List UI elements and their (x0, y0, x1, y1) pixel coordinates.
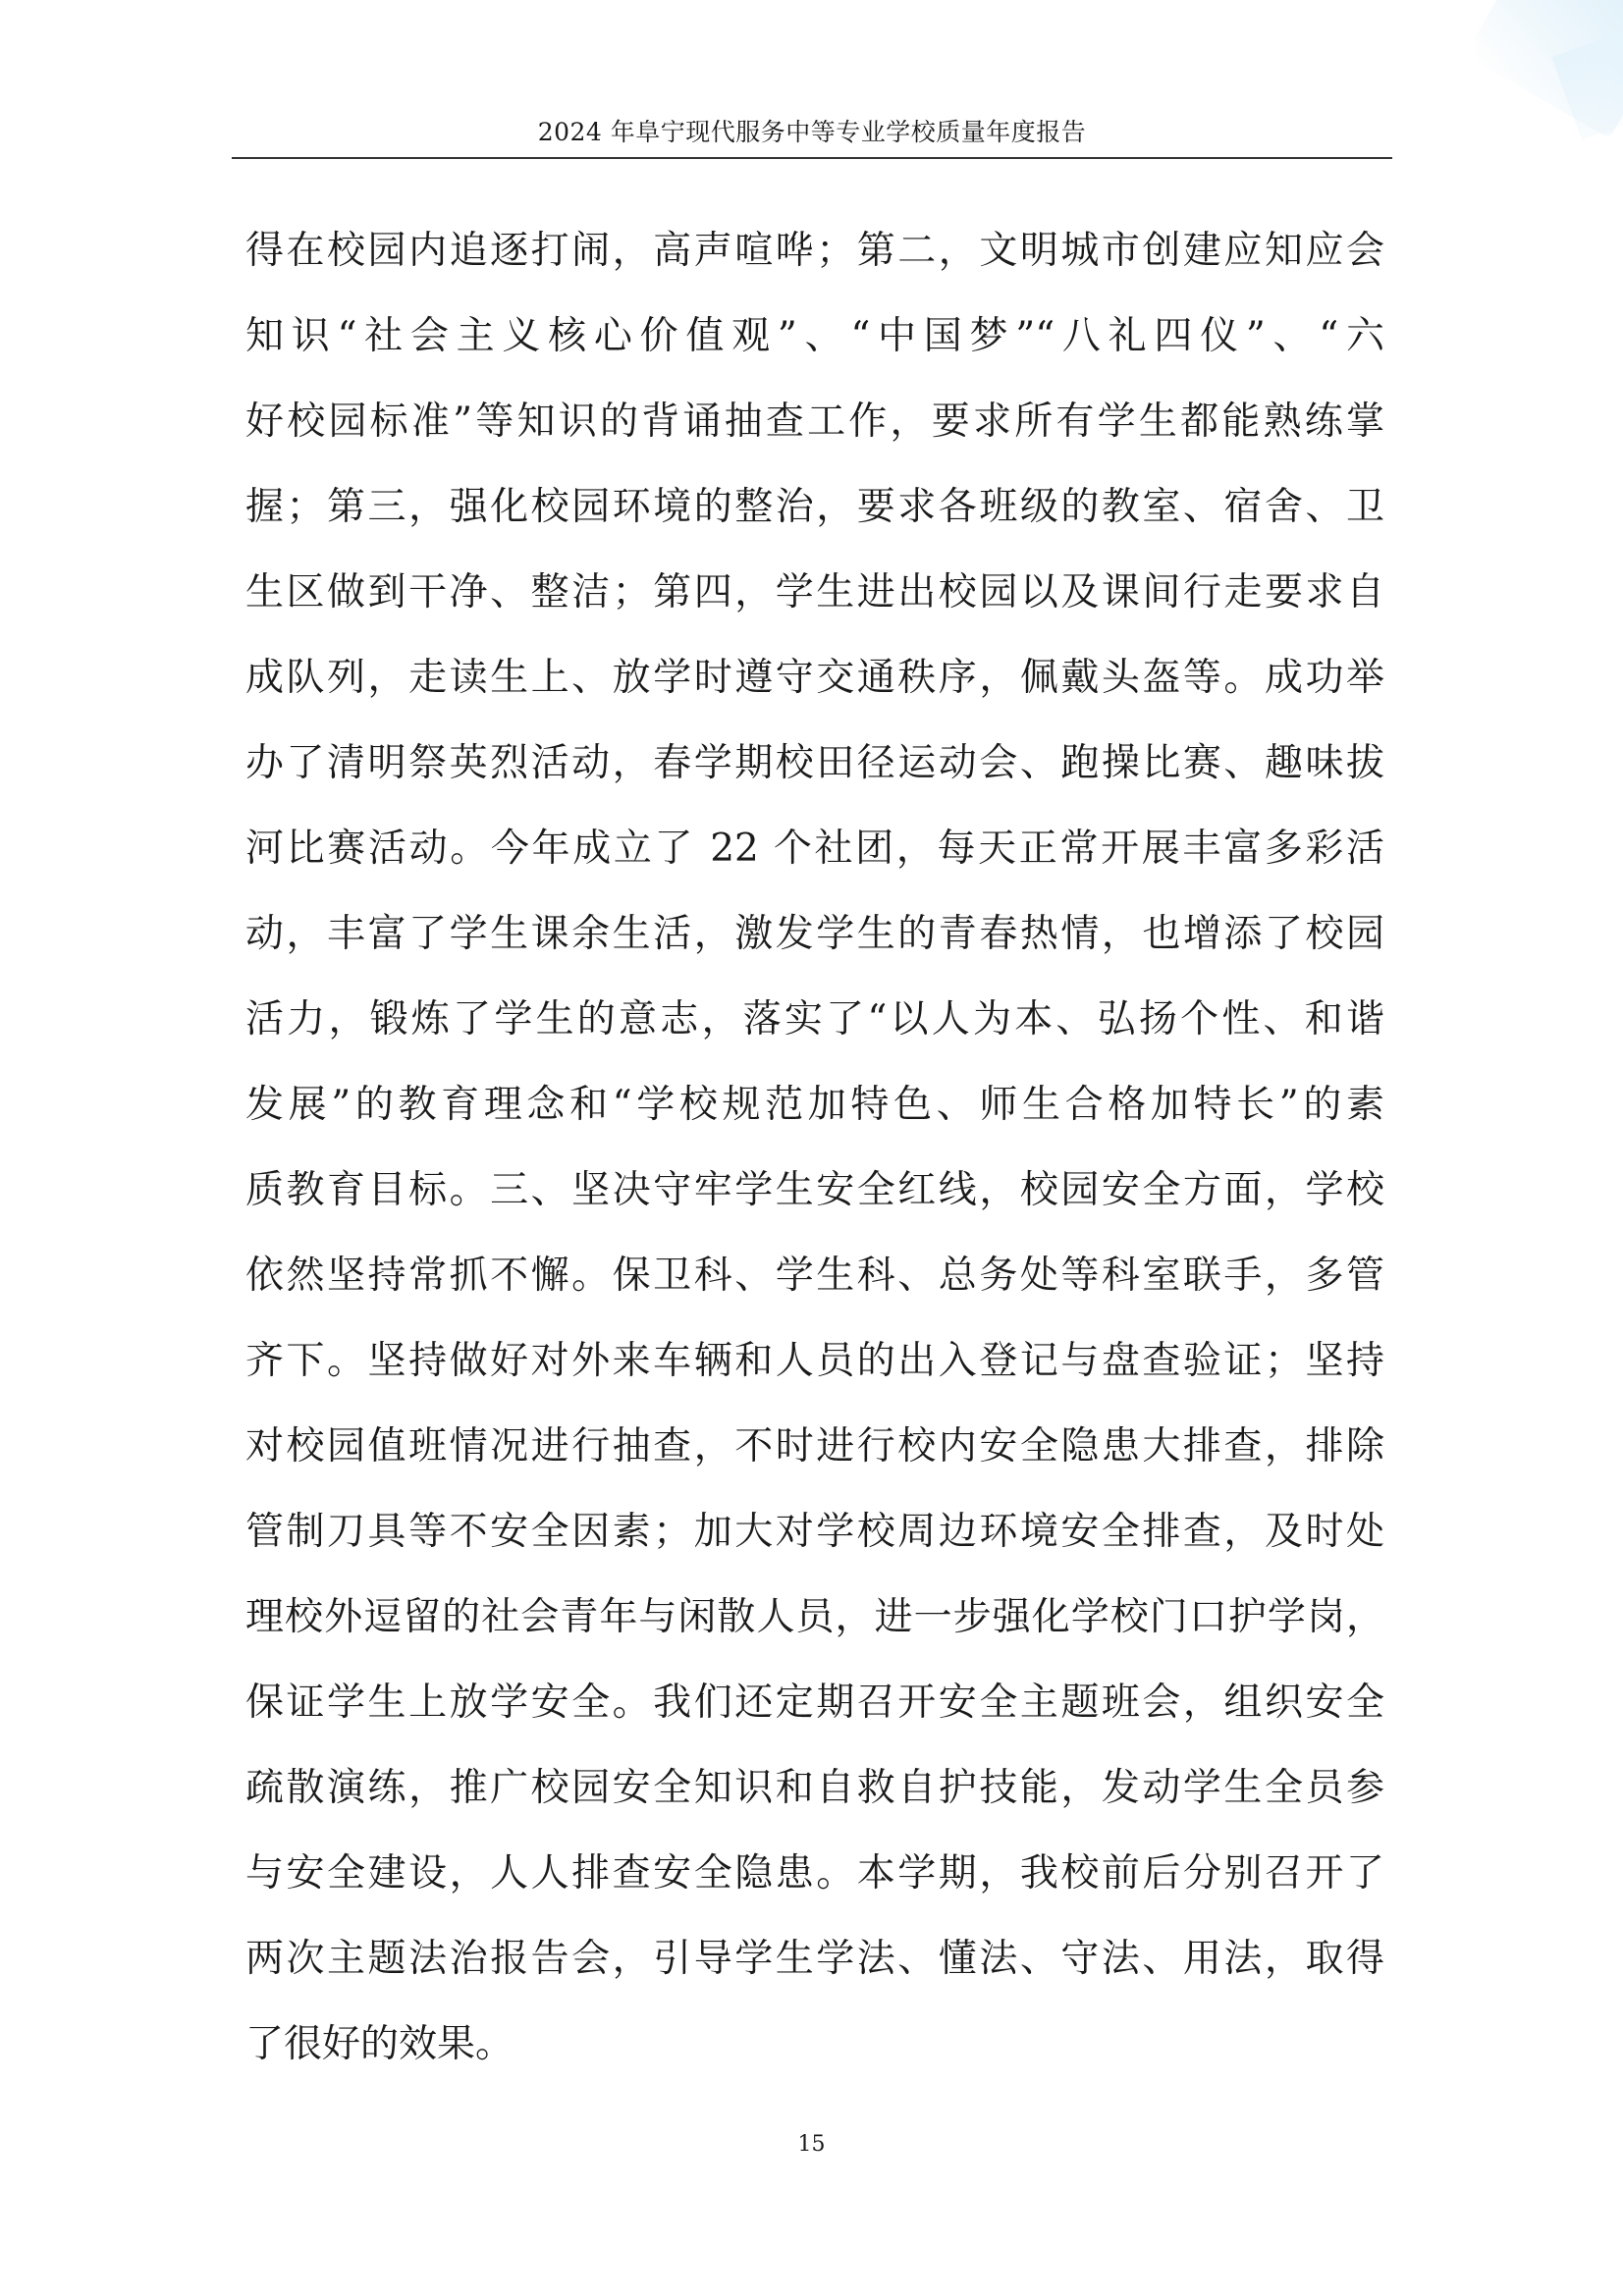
page-header: 2024 年阜宁现代服务中等专业学校质量年度报告 (537, 118, 1087, 146)
text-line: 与安全建设，人人排查安全隐患。本学期，我校前后分别召开了 (245, 1851, 1384, 1896)
body-paragraph (245, 208, 1384, 2087)
text-line: 知识“社会主义核心价值观”、“中国梦”“八礼四仪”、“六 (245, 314, 1384, 358)
text-line: 生区做到干净、整洁；第四，学生进出校园以及课间行走要求自 (245, 570, 1384, 614)
text-line: 办了清明祭英烈活动，春学期校田径运动会、跑操比赛、趣味拔 (245, 741, 1384, 785)
text-line: 依然坚持常抓不懈。保卫科、学生科、总务处等科室联手，多管 (245, 1254, 1384, 1298)
text-line: 成队列，走读生上、放学时遵守交通秩序，佩戴头盔等。成功举 (245, 656, 1384, 700)
text-line: 动，丰富了学生课余生活，激发学生的青春热情，也增添了校园 (245, 912, 1384, 956)
text-line: 齐下。坚持做好对外来车辆和人员的出入登记与盘查验证；坚持 (245, 1339, 1384, 1383)
corner-decoration (1476, 0, 1623, 147)
text-line: 疏散演练，推广校园安全知识和自救自护技能，发动学生全员参 (245, 1766, 1384, 1810)
text-line: 得在校园内追逐打闹，高声喧哗；第二，文明城市创建应知应会 (245, 229, 1384, 273)
text-line: 管制刀具等不安全因素；加大对学校周边环境安全排查，及时处 (245, 1510, 1384, 1554)
text-line: 保证学生上放学安全。我们还定期召开安全主题班会，组织安全 (245, 1681, 1384, 1725)
text-line: 理校外逗留的社会青年与闲散人员，进一步强化学校门口护学岗， (245, 1595, 1384, 1639)
text-line: 质教育目标。三、坚决守牢学生安全红线，校园安全方面，学校 (245, 1168, 1384, 1212)
text-line: 发展”的教育理念和“学校规范加特色、师生合格加特长”的素 (245, 1083, 1384, 1127)
text-line: 活力，锻炼了学生的意志，落实了“以人为本、弘扬个性、和谐 (245, 997, 1384, 1041)
text-line: 了很好的效果。 (245, 2022, 514, 2066)
text-line: 对校园值班情况进行抽查，不时进行校内安全隐患大排查，排除 (245, 1424, 1384, 1468)
text-line: 好校园标准”等知识的背诵抽查工作，要求所有学生都能熟练掌 (245, 400, 1384, 444)
text-line: 河比赛活动。今年成立了 22 个社团，每天正常开展丰富多彩活 (245, 827, 1384, 871)
text-line: 两次主题法治报告会，引导学生学法、懂法、守法、用法，取得 (245, 1937, 1384, 1981)
text-line: 握；第三，强化校园环境的整治，要求各班级的教室、宿舍、卫 (245, 485, 1384, 529)
header-divider (232, 157, 1392, 159)
page-number: 15 (797, 2132, 826, 2157)
